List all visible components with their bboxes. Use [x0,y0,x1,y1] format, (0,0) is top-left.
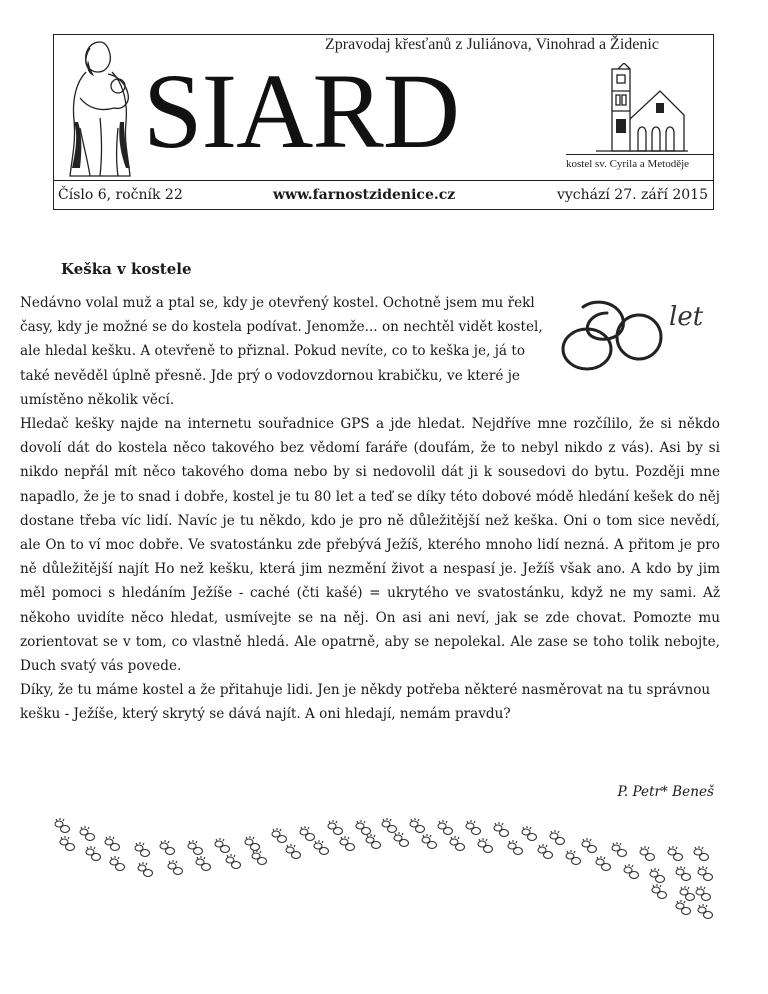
footprint-mark [522,826,537,841]
footprint-mark [105,836,120,851]
footprint-mark [328,820,343,835]
footprint-mark [650,868,665,883]
footprint-mark [438,820,453,835]
footprint-mark [286,844,301,859]
footprint-mark [394,832,409,847]
footprint-mark [196,856,211,871]
badge-text: let [669,302,704,332]
footprint-mark [226,854,241,869]
article-paragraph-1: Nedávno volal muž a ptal se, kdy je otevřený kostel. Ochotně jsem mu řekl časy, kdy je možné se do kostela podívat. Jenomže... on nechtěl vidět kostel, ale hledal kešku. A otevřeně to přiznal. Pokud nevíte, co to keška je, já to také nevěděl úplně přesně. Jde prý o vodovzdornou krabičku, ve které je umístěno několik věcí. [20,295,543,408]
article-signature: P. Petr* Beneš [617,784,714,800]
footprint-mark [215,838,230,853]
footprint-mark [640,846,655,861]
footprint-mark [314,840,329,855]
footprint-mark [582,838,597,853]
footprint-mark [612,842,627,857]
footprint-mark [676,866,691,881]
footprint-mark [538,844,553,859]
footprint-mark [245,836,260,851]
footprint-mark [478,838,493,853]
footprint-mark [652,884,667,899]
footprint-mark [86,846,101,861]
footprint-mark [698,866,713,881]
footprint-mark [494,822,509,837]
footprint-mark [356,820,371,835]
footprint-mark [300,826,315,841]
footprint-mark [340,836,355,851]
article-paragraph-3: Díky, že tu máme kostel a že přitahuje lidi. Jen je někdy potřeba některé nasměrovat na tu správnou kešku - Ježíše, který skrytý se dává najít. A oni hledají, nemám pravdu? [20,682,711,723]
footprint-mark [110,856,125,871]
footprint-mark [135,842,150,857]
footprint-mark [252,850,267,865]
footprint-mark [566,850,581,865]
newsletter-logo: SIARD [143,53,460,171]
footprint-mark [668,846,683,861]
issue-number: Číslo 6, ročník 22 [58,187,183,203]
footprint-mark [624,864,639,879]
footprint-mark [696,886,711,901]
newsletter-tagline: Zpravodaj křesťanů z Juliánova, Vinohrad a Židenic [325,36,659,53]
footprint-mark [680,886,695,901]
footprint-mark [55,818,70,833]
footprint-mark [80,826,95,841]
footprint-mark [60,836,75,851]
footprint-mark [676,900,691,915]
footprint-mark [382,818,397,833]
footprint-mark [138,862,153,877]
footprint-mark [450,836,465,851]
article-title: Keška v kostele [61,260,192,278]
footprint-mark [160,840,175,855]
footprint-mark [188,840,203,855]
footprint-mark [422,834,437,849]
church-caption: kostel sv. Cyrila a Metoděje [566,158,690,170]
footprint-mark [366,834,381,849]
footprint-mark [168,860,183,875]
footprint-mark [508,840,523,855]
footprint-mark [410,818,425,833]
footprint-mark [550,830,565,845]
footprint-mark [596,856,611,871]
footprint-mark [698,904,713,919]
website-link[interactable]: www.farnostzidenice.cz [273,187,456,203]
issue-date: vychází 27. září 2015 [556,187,708,203]
footprint-mark [466,820,481,835]
footprint-mark [694,846,709,861]
footprint-mark [272,828,287,843]
article-paragraph-2: Hledač kešky najde na internetu souřadnice GPS a jde hledat. Nejdříve mne rozčílilo, že si někdo dovolí dát do kostela něco takového bez vědomí faráře (doufám, že to nebyl nikdo z vás). Asi by si nikdo nepřál mít něco takového doma nebo by si nedovolil dát ji k sousedovi do bytu. Později mne napadlo, že je to snad i dobře, kostel je tu 80 let a teď se díky této dobové módě hledání kešek do něj dostane třeba víc lidí. Navíc je tu někdo, kdo je pro ně důležitější než keška. Oni o tom sice nevědí, ale On to ví moc dobře. Ve svatostánku zde přebývá Ježíš, kterého mnoho lidí nezná. A přitom je pro ně důležitější najít Ho než kešku, která jim nezmění život a nespasí je. Ježíš však ano. A kdo by jim měl pomoci s hledáním Ježíše - caché (čti kašé) = ukrytého ve svatostánku, když ne my sami. Až někoho uvidíte něco hledat, usmívejte se na něj. On asi ani neví, jak se zde chovat. Pomozte mu zorientovat se v tom, co vlastně hledá. Ale opatrně, aby se nepolekal. Ale zase se toho tolik nebojte, Duch svatý vás povede. [20,416,720,675]
